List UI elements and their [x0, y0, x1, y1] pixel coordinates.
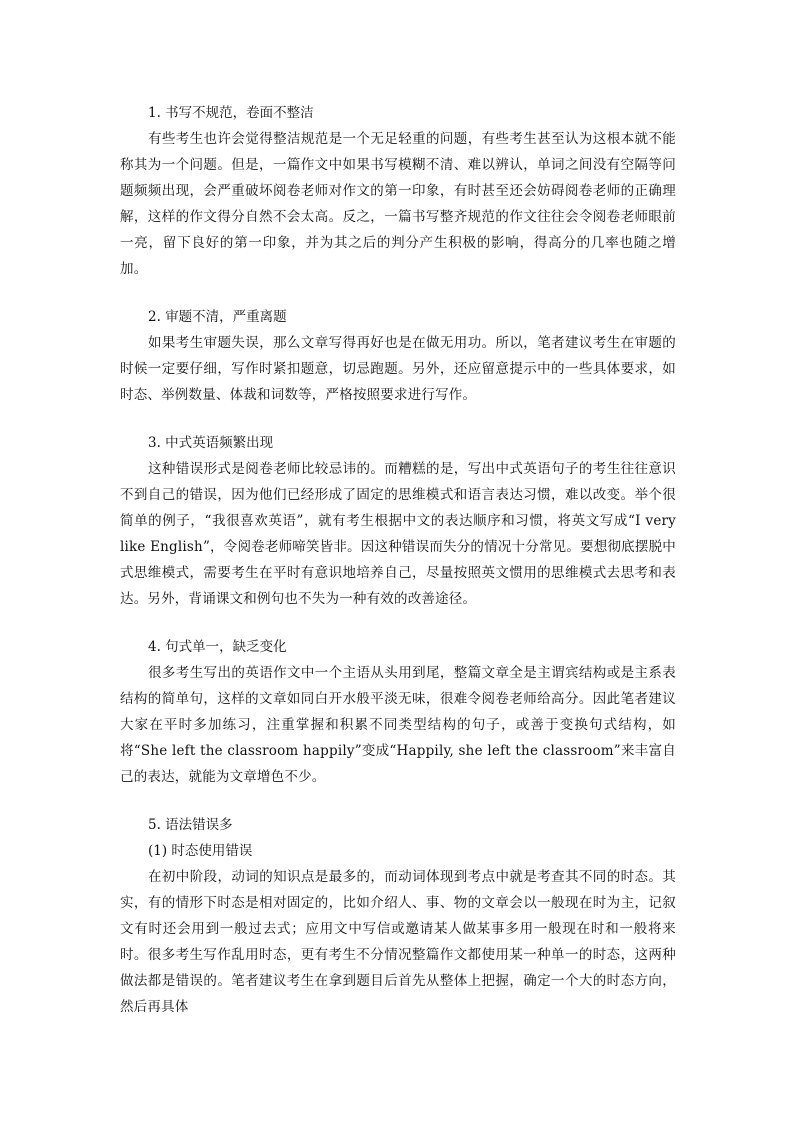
section-4 — [120, 634, 676, 790]
section-paragraph: 这种错误形式是阅卷老师比较忌讳的。而糟糕的是，写出中式英语句子的考生往往意识不到自己的错误，因为他们已经形成了固定的思维模式和语言表达习惯，难以改变。举个很简单的例子，“我很喜欢英语”，就有考生根据中文的表达顺序和习惯，将英文写成“I very like English”，令阅卷老师啼笑皆非。因这种错误而失分的情况十分常见。要想彻底摆脱中式思维模式，需要考生在平时有意识地培养自己，尽量按照英文惯用的思维模式去思考和表达。另外，背诵课文和例句也不失为一种有效的改善途径。 — [120, 461, 676, 607]
section-3 — [120, 430, 676, 612]
section-1 — [120, 100, 676, 282]
section-paragraph: 如果考生审题失误，那么文章写得再好也是在做无用功。所以，笔者建议考生在审题的时候一定要仔细，写作时紧扣题意，切忌跑题。另外，还应留意提示中的一些具体要求，如时态、举例数量、体裁和词数等，严格按照要求进行写作。 — [120, 335, 676, 403]
section-heading: 1. 书写不规范，卷面不整洁 — [148, 105, 314, 121]
section-paragraph: 很多考生写出的英语作文中一个主语从头用到尾，整篇文章全是主谓宾结构或是主系表结构的简单句，这样的文章如同白开水般平淡无味，很难令阅卷老师给高分。因此笔者建议大家在平时多加练习，注重掌握和积累不同类型结构的句子，或善于变换句式结构，如将“She left the classroom happily”变成“Happily, she left the classroom”来丰富自己的表达，就能为文章增色不少。 — [120, 665, 676, 785]
section-subheading: (1) 时态使用错误 — [148, 843, 253, 859]
section-heading: 3. 中式英语频繁出现 — [148, 435, 274, 451]
section-heading: 5. 语法错误多 — [148, 817, 233, 833]
section-5 — [120, 812, 676, 1020]
section-heading: 4. 句式单一，缺乏变化 — [148, 639, 287, 655]
section-paragraph: 在初中阶段，动词的知识点是最多的，而动词体现到考点中就是考查其不同的时态。其实，有的情形下时态是相对固定的，比如介绍人、事、物的文章会以一般现在时为主，记叙文有时还会用到一般过去式；应用文中写信或邀请某人做某事多用一般现在时和一般将来时。很多考生写作乱用时态，更有考生不分情况整篇作文都使用某一种单一的时态，这两种做法都是错误的。笔者建议考生在拿到题目后首先从整体上把握，确定一个大的时态方向，然后再具体 — [120, 869, 676, 1015]
section-heading: 2. 审题不清，严重离题 — [148, 309, 287, 325]
section-paragraph: 有些考生也许会觉得整洁规范是一个无足轻重的问题，有些考生甚至认为这根本就不能称其为一个问题。但是，一篇作文中如果书写模糊不清、难以辨认，单词之间没有空隔等问题频频出现，会严重破坏阅卷老师对作文的第一印象，有时甚至还会妨碍阅卷老师的正确理解，这样的作文得分自然不会太高。反之，一篇书写整齐规范的作文往往会令阅卷老师眼前一亮，留下良好的第一印象，并为其之后的判分产生积极的影响，得高分的几率也随之增加。 — [120, 131, 676, 277]
document-page — [120, 100, 676, 1042]
section-2 — [120, 304, 676, 408]
